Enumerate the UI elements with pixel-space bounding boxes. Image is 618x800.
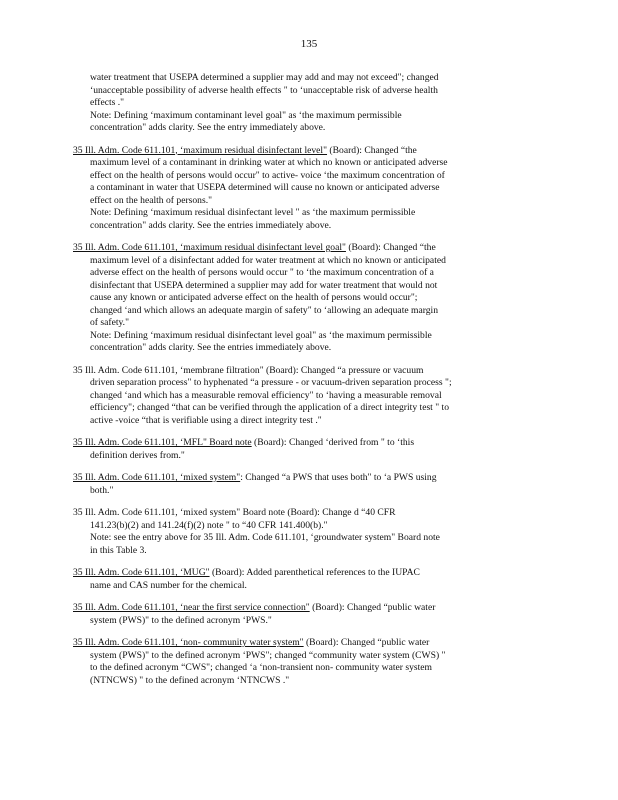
entry-line: system (PWS)" to the defined acronym ‘PWS.": [90, 614, 272, 626]
entry-line: to the defined acronym “CWS"; changed ‘a ‘non-transient non- community water system: [90, 662, 432, 673]
entry-mixed-system-board-note: [73, 507, 535, 557]
entry-line: (Board): Changed “the: [327, 144, 417, 156]
entry-citation: 35 Ill. Adm. Code 611.101, ‘MUG": [73, 567, 210, 578]
revision-entries: [73, 72, 535, 697]
entry-line: effect on the health of persons.": [90, 194, 213, 206]
entry-line: disinfectant that USEPA determined a supplier may add for water treatment that would not: [90, 279, 438, 291]
entry-line: (NTNCWS) " to the defined acronym ‘NTNCWS .": [90, 674, 290, 686]
entry-note-line: Note: Defining ‘maximum residual disinfectant level goal" as ‘the maximum permissible: [90, 329, 432, 341]
entry-line: changed ‘and which allows an adequate margin of safety" to ‘allowing an adequate margin: [90, 304, 439, 316]
entry-citation: 35 Ill. Adm. Code 611.101, ‘maximum residual disinfectant level goal": [73, 242, 346, 253]
entry-line: active -voice “that is verifiable using a direct integrity test .": [90, 414, 322, 426]
entry-line: ‘unacceptable possibility of adverse health effects " to ‘unacceptable risk of adverse health: [90, 84, 438, 96]
entry-mrdl: [73, 145, 535, 233]
entry-line: maximum level of a disinfectant added for water treatment at which no known or anticipated: [90, 254, 446, 266]
entry-line: driven separation process" to hyphenated “a pressure - or vacuum-driven separation process ";: [90, 377, 452, 388]
entry-citation: 35 Ill. Adm. Code 611.101, ‘near the first service connection": [73, 602, 310, 613]
entry-note-line: Note: Defining ‘maximum contaminant level goal" as ‘the maximum permissible: [90, 109, 402, 121]
entry-line: Changed “a pressure or vacuum: [298, 364, 424, 376]
entry-line: name and CAS number for the chemical.: [90, 579, 247, 591]
entry-line: (Board): Changed ‘derived from " to ‘this: [251, 437, 415, 448]
entry-note-line: concentration" adds clarity. See the entries immediately above.: [90, 342, 332, 353]
entry-line: effect on the health of persons would occur" to active- voice ‘the maximum concentration of: [90, 169, 445, 181]
entry-line: both.": [90, 484, 114, 496]
entry-note-line: concentration" adds clarity. See the entry immediately above.: [90, 122, 326, 133]
entry-line: effects .": [90, 97, 125, 108]
entry-line: efficiency"; changed “that can be verified through the application of a direct integrity test " to: [90, 402, 450, 413]
entry-line: (Board): Changed “public water: [309, 602, 436, 613]
entry-line: maximum level of a contaminant in drinking water at which no known or anticipated adverse: [90, 157, 448, 168]
entry-line: a contaminant in water that USEPA determined will cause no known or anticipated adverse: [90, 182, 440, 193]
page-number: 135: [300, 38, 318, 50]
entry-note-line: concentration" adds clarity. See the entries immediately above.: [90, 219, 332, 231]
entry-citation: 35 Ill. Adm. Code 611.101, ‘MFL" Board note: [73, 437, 252, 448]
entry-line: adverse effect on the health of persons would occur " to ‘the maximum concentration of a: [90, 267, 434, 278]
entry-citation: 35 Ill. Adm. Code 611.101, ‘non- community water system": [73, 637, 304, 648]
entry-mcl-goal-continuation: [73, 72, 535, 135]
entry-line: (Board): Changed “public water: [303, 637, 430, 648]
entry-line: (Board): Added parenthetical references to the IUPAC: [209, 567, 420, 578]
entry-line: system (PWS)" to the defined acronym ‘PWS"; changed “community water system (CWS) ": [90, 649, 446, 661]
entry-line: cause any known or anticipated adverse effect on the health of persons would occur";: [90, 292, 418, 303]
entry-line: : Changed “a PWS that uses both" to ‘a PWS using: [240, 472, 437, 483]
entry-mrdl-goal: [73, 242, 535, 355]
entry-note-line: in this Table 3.: [90, 544, 147, 556]
entry-near-first-service-connection: [73, 602, 535, 627]
entry-membrane-filtration: [73, 365, 535, 428]
entry-line: Change d “40 CFR: [319, 507, 396, 518]
entry-line: changed ‘and which has a measurable removal efficiency" to ‘having a measurable removal: [90, 389, 442, 401]
entry-note-line: Note: see the entry above for 35 Ill. Adm. Code 611.101, ‘groundwater system" Board note: [90, 532, 440, 543]
entry-citation: 35 Ill. Adm. Code 611.101, ‘mixed system" Board note (Board):: [73, 507, 320, 518]
entry-mixed-system: [73, 472, 535, 497]
entry-mfl-board-note: [73, 437, 535, 462]
entry-line: (Board): Changed “the: [345, 242, 436, 253]
entry-line: 141.23(b)(2) and 141.24(f)(2) note " to “40 CFR 141.400(b).": [90, 519, 328, 531]
entry-citation: 35 Ill. Adm. Code 611.101, ‘membrane filtration" (Board):: [73, 364, 299, 376]
entry-note-line: Note: Defining ‘maximum residual disinfectant level " as ‘the maximum permissible: [90, 207, 416, 218]
entry-line: water treatment that USEPA determined a supplier may add and may not exceed"; changed: [90, 72, 439, 83]
entry-mug: [73, 567, 535, 592]
entry-citation: 35 Ill. Adm. Code 611.101, ‘maximum residual disinfectant level": [73, 144, 328, 156]
entry-line: of safety.": [90, 317, 129, 328]
entry-non-community-water-system: [73, 637, 535, 687]
entry-line: definition derives from.": [90, 449, 185, 461]
entry-citation: 35 Ill. Adm. Code 611.101, ‘mixed system": [73, 472, 241, 483]
